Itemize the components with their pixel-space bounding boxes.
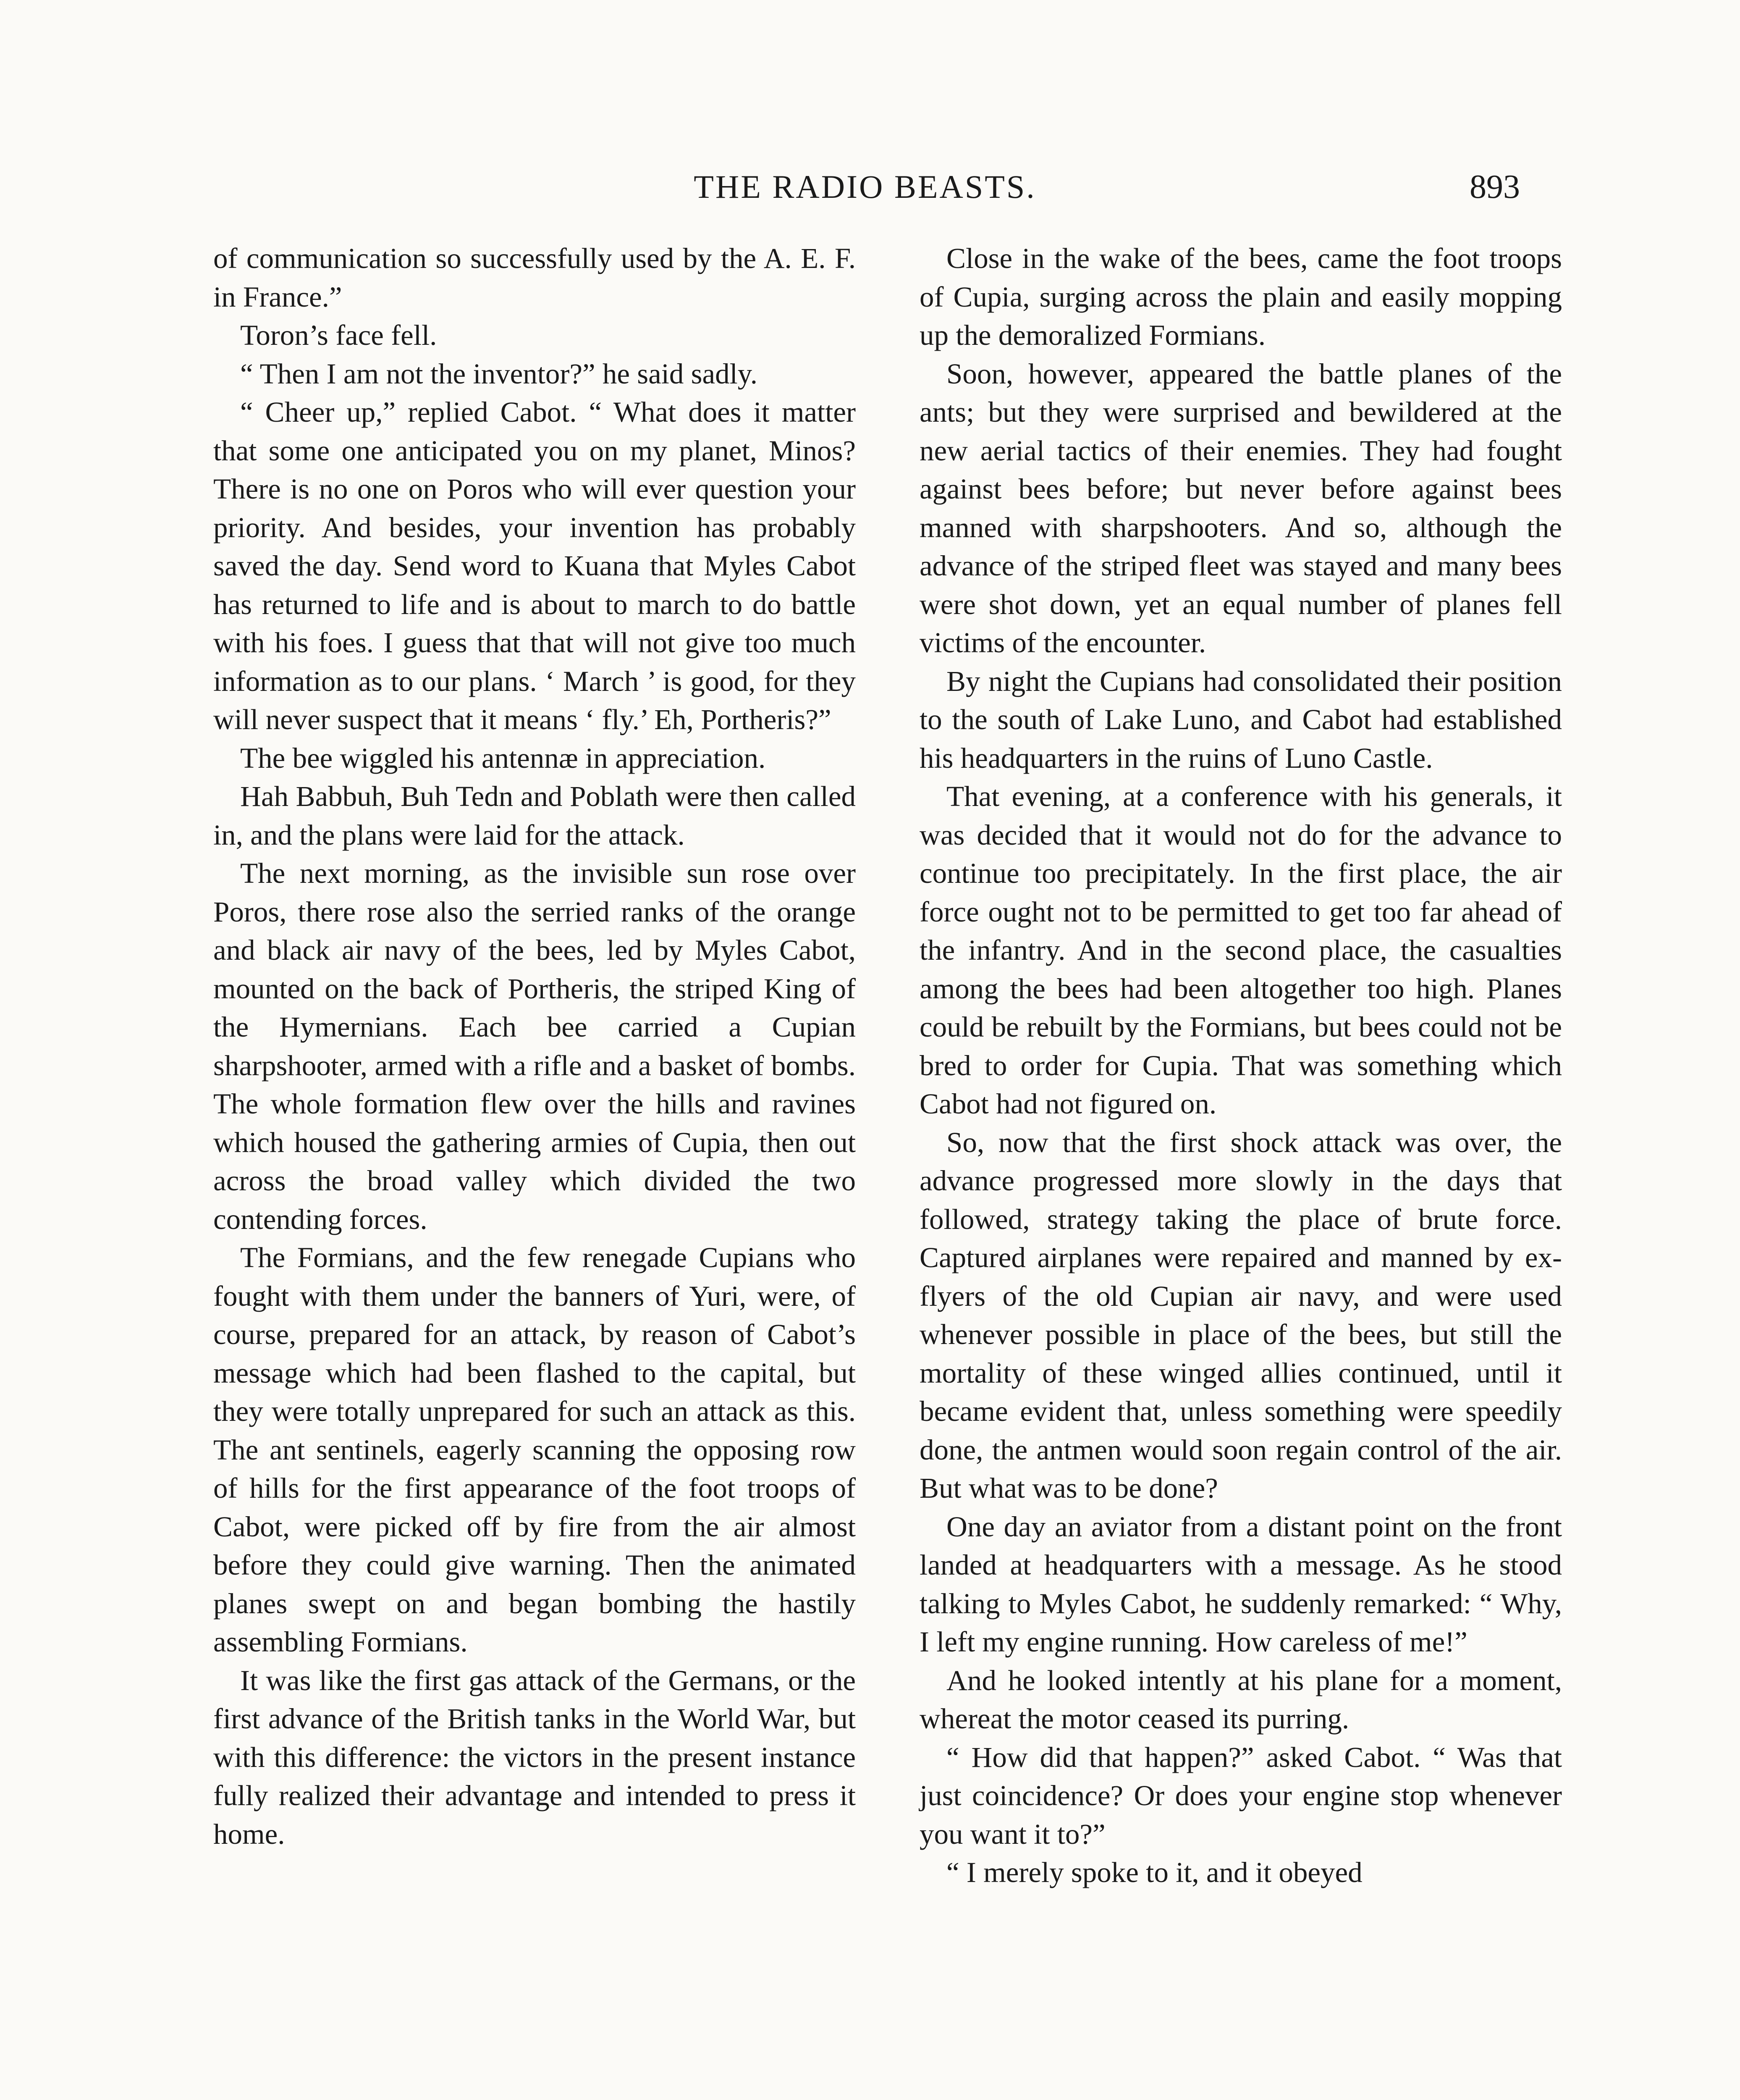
page-header — [210, 168, 1520, 214]
paragraph: It was like the first gas attack of the Germans, or the first advance of the British tanks in the World War, but with this difference: the victors in the present instance fully realized their advantage and intended to press it home. — [213, 1664, 856, 1850]
paragraph: One day an aviator from a distant point on the front landed at headquarters with a message. As he stood talking to Myles Cabot, he suddenly remarked: “ Why, I left my engine running. How careless of me!” — [920, 1510, 1562, 1658]
paragraph: The Formians, and the few renegade Cupians who fought with them under the banners of Yuri, were, of course, prepared for an attack, by reason of Cabot’s message which had been flashed to the capital, but they were totally unprepared for such an attack as this. The ant sentinels, eagerly scanning the opposing row of hills for the first appearance of the foot troops of Cabot, were picked off by fire from the air almost before they could give warning. Then the animated planes swept on and began bombing the hastily assembling Formians. — [213, 1242, 856, 1658]
paragraph: Soon, however, appeared the battle planes of the ants; but they were surprised and bewildered at the new aerial tactics of their enemies. They had fought against bees before; but never before against bees manned with sharpshooters. And so, although the advance of the striped fleet was stayed and many bees were shot down, yet an equal number of planes fell victims of the encounter. — [920, 357, 1562, 659]
paragraph: Hah Babbuh, Buh Tedn and Poblath were then called in, and the plans were laid for the attack. — [213, 780, 856, 851]
left-column — [213, 239, 856, 1853]
paragraph: Toron’s face fell. — [240, 319, 437, 351]
paragraph: The next morning, as the invisible sun rose over Poros, there rose also the serried ranks of the orange and black air navy of the bees, led by Myles Cabot, mounted on the back of Portheris, the striped King of the Hymernians. Each bee carried a Cupian sharpshooter, armed with a rifle and a basket of bombs. The whole formation flew over the hills and ravines which housed the gathering armies of Cupia, then out across the broad valley which divided the two contending forces. — [213, 857, 856, 1235]
paragraph: The bee wiggled his antennæ in appreciation. — [240, 742, 766, 774]
paragraph: of communication so successfully used by the A. E. F. in France.” — [213, 242, 856, 313]
right-column — [920, 239, 1562, 1892]
paragraph: “ I merely spoke to it, and it obeyed — [946, 1856, 1363, 1888]
paragraph: “ How did that happen?” asked Cabot. “ Was that just coincidence? Or does your engine stop whenever you want it to?” — [920, 1741, 1562, 1850]
paragraph: By night the Cupians had consolidated their position to the south of Lake Luno, and Cabot had established his headquarters in the ruins of Luno Castle. — [920, 665, 1562, 774]
paragraph: That evening, at a conference with his generals, it was decided that it would not do for the advance to continue too precipitately. In the first place, the air force ought not to be permitted to get too far ahead of the infantry. And in the second place, the casualties among the bees had been altogether too high. Planes could be rebuilt by the Formians, but bees could not be bred to order for Cupia. That was something which Cabot had not figured on. — [920, 780, 1562, 1120]
paragraph: “ Then I am not the inventor?” he said sadly. — [240, 357, 758, 390]
paragraph: And he looked intently at his plane for a moment, whereat the motor ceased its purring. — [920, 1664, 1562, 1735]
paragraph: Close in the wake of the bees, came the foot troops of Cupia, surging across the plain and easily mopping up the demoralized Formians. — [920, 242, 1562, 351]
paragraph: “ Cheer up,” replied Cabot. “ What does it matter that some one anticipated you on my planet, Minos? There is no one on Poros who will ever question your priority. And besides, your invention has probably saved the day. Send word to Kuana that Myles Cabot has returned to life and is about to march to do battle with his foes. I guess that that will not give too much information as to our plans. ‘ March ’ is good, for they will never suspect that it means ‘ fly.’ Eh, Portheris?” — [213, 396, 856, 735]
page-number: 893 — [1470, 168, 1520, 205]
running-head: THE RADIO BEASTS. — [694, 168, 1036, 205]
paragraph: So, now that the first shock attack was over, the advance progressed more slowly in the days that followed, strategy taking the place of brute force. Captured airplanes were repaired and manned by ex-flyers of the old Cupian air navy, and were used whenever possible in place of the bees, but still the mortality of these winged allies continued, until it became evident that, unless something were speedily done, the antmen would soon regain control of the air. But what was to be done? — [920, 1126, 1562, 1504]
